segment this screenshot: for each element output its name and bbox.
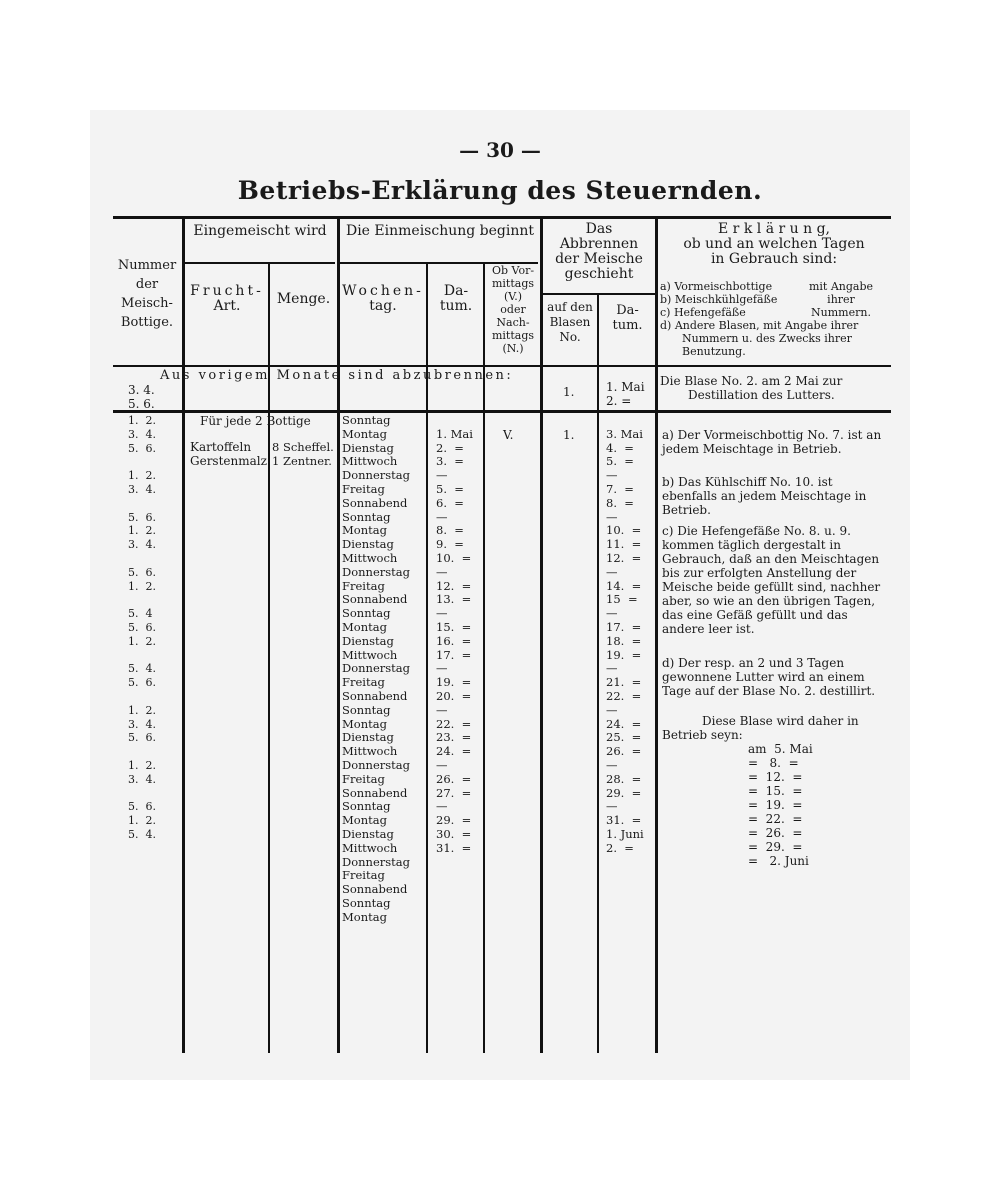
blase-betrieb-date: = 12. = xyxy=(748,770,803,784)
table-row-wochentag: Mittwoch xyxy=(342,744,398,759)
table-row-wochentag: Montag xyxy=(342,909,387,924)
abbrennen-rule xyxy=(543,293,655,295)
table-row-nummer: 1. 2. xyxy=(128,414,156,427)
table-row-abbrennen-datum: 5. = xyxy=(606,454,634,469)
table-row-nummer xyxy=(128,649,156,663)
table-row-datum: — xyxy=(436,757,448,772)
table-row-datum xyxy=(436,869,473,883)
table-row-wochentag: Sonnabend xyxy=(342,495,408,510)
vorig-daten: 1. Mai 2. = xyxy=(606,380,645,408)
table-row-nummer: 3. 4. xyxy=(128,538,156,552)
eingemeischt-rule xyxy=(185,262,335,264)
header-vormittags: Ob Vor- mittags (V.) oder Nach- mittags (N.) xyxy=(491,264,535,355)
header-erklaerung-bracket: mit Angabe ihrer Nummern. xyxy=(808,280,874,319)
table-row-wochentag: Donnerstag xyxy=(342,564,411,579)
table-row-datum xyxy=(436,883,473,897)
table-row-datum: 27. = xyxy=(436,785,472,800)
page-number: — 30 — xyxy=(459,138,541,162)
table-row-datum: 9. = xyxy=(436,537,464,552)
header-bottom-rule xyxy=(113,365,891,367)
table-row-wochentag: Mittwoch xyxy=(342,550,398,565)
table-row-abbrennen-datum: — xyxy=(606,702,618,717)
table-row-wochentag: Montag xyxy=(342,523,387,538)
table-row-datum: 2. = xyxy=(436,440,464,455)
table-row-abbrennen-datum: 22. = xyxy=(606,688,642,703)
header-einmeischung: Die Einmeischung beginnt xyxy=(345,223,535,239)
table-row-abbrennen-datum: 24. = xyxy=(606,716,642,731)
table-row-abbrennen-datum: — xyxy=(606,509,618,524)
frucht-first: Für jede 2 Bottige xyxy=(200,414,311,428)
table-row-wochentag: Mittwoch xyxy=(342,647,398,662)
table-row-abbrennen-datum xyxy=(606,883,644,897)
table-row-datum: 30. = xyxy=(436,826,472,841)
table-row-wochentag: Donnerstag xyxy=(342,757,411,772)
table-row-datum: 16. = xyxy=(436,633,472,648)
table-row-wochentag: Freitag xyxy=(342,868,385,883)
table-row-abbrennen-datum: 11. = xyxy=(606,537,642,552)
table-row-wochentag: Donnerstag xyxy=(342,468,411,483)
table-row-datum xyxy=(436,897,473,911)
column-wochentage xyxy=(342,414,410,924)
table-row-wochentag: Sonntag xyxy=(342,509,391,524)
table-row-datum: 19. = xyxy=(436,675,472,690)
header-menge: Menge. xyxy=(276,291,331,307)
table-row-wochentag: Sonntag xyxy=(342,895,391,910)
table-row-wochentag: Mittwoch xyxy=(342,454,398,469)
table-row-abbrennen-datum: — xyxy=(606,564,618,579)
vorig-blase: 1. xyxy=(563,385,575,399)
header-datum: Da- tum. xyxy=(439,283,473,314)
blase-betrieb-date: = 2. Juni xyxy=(748,854,809,868)
table-row-nummer: 1. 2. xyxy=(128,814,156,828)
table-row-nummer: 1. 2. xyxy=(128,703,156,717)
table-row-abbrennen-datum xyxy=(606,897,644,911)
table-row-nummer xyxy=(128,593,156,607)
header-blasen: auf den Blasen No. xyxy=(547,300,593,344)
table-row-wochentag: Freitag xyxy=(342,481,385,496)
table-row-datum: 17. = xyxy=(436,647,472,662)
blase-betrieb-date: = 22. = xyxy=(748,812,803,826)
header-erklaerung: E r k l ä r u n g, ob und an welchen Tagen in Gebrauch sind: xyxy=(683,221,865,267)
table-row-abbrennen-datum: — xyxy=(606,606,618,621)
table-row-datum: — xyxy=(436,702,448,717)
table-row-nummer: 1. 2. xyxy=(128,469,156,483)
table-row-datum: 8. = xyxy=(436,523,464,538)
table-row-nummer: 3. 4. xyxy=(128,717,156,731)
table-row-nummer: 5. 6. xyxy=(128,800,156,814)
table-row-datum: — xyxy=(436,468,448,483)
table-row-wochentag: Dienstag xyxy=(342,826,394,841)
table-row-abbrennen-datum: — xyxy=(606,468,618,483)
table-row-nummer: 5. 4. xyxy=(128,827,156,841)
column-frucht-arten: Kartoffeln Gerstenmalz xyxy=(190,440,267,468)
vorig-bottom-rule xyxy=(113,410,891,413)
table-row-abbrennen-datum: — xyxy=(606,757,618,772)
table-row-datum xyxy=(436,414,473,428)
blase-betrieb-date: am 5. Mai xyxy=(748,742,813,756)
table-row-wochentag: Dienstag xyxy=(342,633,394,648)
table-row-datum: 22. = xyxy=(436,716,472,731)
table-row-wochentag: Sonntag xyxy=(342,702,391,717)
table-row-datum: 31. = xyxy=(436,840,472,855)
table-row-wochentag: Freitag xyxy=(342,771,385,786)
table-row-nummer: 1. 2. xyxy=(128,758,156,772)
table-row-datum: — xyxy=(436,564,448,579)
table-row-wochentag: Sonnabend xyxy=(342,592,408,607)
table-row-datum: 23. = xyxy=(436,730,472,745)
table-row-datum: 1. Mai xyxy=(436,426,473,441)
erklaerung-d: d) Der resp. an 2 und 3 Tagen gewonnene Lutter wird an einem Tage auf der Blase No. 2. destillirt. xyxy=(662,656,876,698)
table-row-datum: 13. = xyxy=(436,592,472,607)
table-row-wochentag: Sonntag xyxy=(342,606,391,621)
table-row-abbrennen-datum: 29. = xyxy=(606,785,642,800)
table-row-wochentag: Montag xyxy=(342,813,387,828)
table-row-abbrennen-datum: 14. = xyxy=(606,578,642,593)
table-row-nummer xyxy=(128,869,156,883)
table-row-wochentag: Freitag xyxy=(342,578,385,593)
table-row-nummer: 5. 6. xyxy=(128,565,156,579)
erklaerung-d-dates xyxy=(748,742,813,868)
header-wochentag: Wochen- tag. xyxy=(342,283,424,314)
col-rule-3 xyxy=(337,218,340,1053)
table-row-wochentag: Freitag xyxy=(342,675,385,690)
table-row-nummer xyxy=(128,690,156,704)
table-row-nummer: 1. 2. xyxy=(128,579,156,593)
table-row-nummer xyxy=(128,883,156,897)
column-mengen: 8 Scheffel. 1 Zentner. xyxy=(272,440,334,468)
table-row-abbrennen-datum: 1. Juni xyxy=(606,826,644,841)
table-row-abbrennen-datum xyxy=(606,869,644,883)
header-abbrennen: Das Abbrennen der Meische geschieht xyxy=(555,221,643,282)
table-row-abbrennen-datum: 7. = xyxy=(606,481,634,496)
table-row-abbrennen-datum: 15 = xyxy=(606,592,638,607)
header-nummer: Nummer der Meisch- Bottige. xyxy=(117,258,177,330)
blase-betrieb-date: = 8. = xyxy=(748,756,799,770)
column-nummern xyxy=(128,414,156,911)
table-row-wochentag: Sonnabend xyxy=(342,882,408,897)
table-row-datum xyxy=(436,856,473,870)
table-row-nummer: 5. 6. xyxy=(128,731,156,745)
table-row-wochentag: Sonntag xyxy=(342,413,391,427)
table-row-nummer: 1. 2. xyxy=(128,524,156,538)
column-daten xyxy=(436,414,473,924)
header-erklaerung-items: a) Vormeischbottige b) Meischkühlgefäße c) Hefengefäße d) Andere Blasen, mit Angabe ihrer Nummern u. des Zwecks ihrer Benutzung. xyxy=(660,280,859,358)
table-row-datum: 24. = xyxy=(436,744,472,759)
table-row-nummer xyxy=(128,787,156,801)
blase-value: 1. xyxy=(563,428,575,442)
table-row-nummer: 3. 4. xyxy=(128,482,156,496)
vorig-erklaerung: Die Blase No. 2. am 2 Mai zur Destillation des Lutters. xyxy=(660,374,843,402)
table-row-wochentag: Dienstag xyxy=(342,440,394,455)
table-row-datum: — xyxy=(436,799,448,814)
table-row-abbrennen-datum: 18. = xyxy=(606,633,642,648)
erklaerung-c: c) Die Hefengefäße No. 8. u. 9. kommen täglich dergestalt in Gebrauch, daß an den Meischtagen bis zur erfolgten Anstellung der Meische beide gefüllt sind, nachher aber, so wie an den übrigen Tagen, das eine Gefäß gefüllt und das andere leer ist. xyxy=(662,524,881,636)
col-rule-8 xyxy=(655,218,658,1053)
table-row-abbrennen-datum: — xyxy=(606,661,618,676)
table-row-abbrennen-datum: 26. = xyxy=(606,744,642,759)
table-top-rule xyxy=(113,216,891,219)
table-row-datum: 12. = xyxy=(436,578,472,593)
table-row-nummer xyxy=(128,497,156,511)
table-row-abbrennen-datum: 2. = xyxy=(606,840,634,855)
header-eingemeischt: Eingemeischt wird xyxy=(193,223,327,239)
table-row-datum: 5. = xyxy=(436,481,464,496)
table-row-wochentag: Sonnabend xyxy=(342,688,408,703)
table-row-abbrennen-datum: 19. = xyxy=(606,647,642,662)
table-row-datum xyxy=(436,911,473,925)
table-row-wochentag: Sonntag xyxy=(342,799,391,814)
vn-value: V. xyxy=(503,428,514,442)
blase-betrieb-date: = 29. = xyxy=(748,840,803,854)
table-row-datum: 10. = xyxy=(436,550,472,565)
table-row-wochentag: Montag xyxy=(342,716,387,731)
table-row-datum: 3. = xyxy=(436,454,464,469)
table-row-abbrennen-datum xyxy=(606,911,644,925)
table-row-datum: 29. = xyxy=(436,813,472,828)
table-row-nummer: 3. 4. xyxy=(128,427,156,441)
table-row-abbrennen-datum: 25. = xyxy=(606,730,642,745)
table-row-datum: — xyxy=(436,661,448,676)
column-abbrennen-daten xyxy=(606,414,644,924)
vorig-banner: Aus vorigem Monate sind abzubrennen: xyxy=(160,368,514,383)
header-frucht: Frucht- Art. xyxy=(190,283,264,314)
table-row-nummer: 5. 6. xyxy=(128,620,156,634)
table-row-datum: — xyxy=(436,509,448,524)
blase-betrieb-date: = 19. = xyxy=(748,798,803,812)
blase-betrieb-date: = 26. = xyxy=(748,826,803,840)
table-row-nummer: 5. 6. xyxy=(128,676,156,690)
table-row-datum: 26. = xyxy=(436,771,472,786)
table-row-abbrennen-datum: — xyxy=(606,799,618,814)
table-row-abbrennen-datum: 31. = xyxy=(606,813,642,828)
table-row-nummer: 1. 2. xyxy=(128,634,156,648)
table-row-nummer: 5. 4. xyxy=(128,662,156,676)
table-row-wochentag: Sonnabend xyxy=(342,785,408,800)
blase-betrieb-date: = 15. = xyxy=(748,784,803,798)
table-row-wochentag: Dienstag xyxy=(342,537,394,552)
table-row-abbrennen-datum: 3. Mai xyxy=(606,426,643,441)
table-row-wochentag: Montag xyxy=(342,619,387,634)
table-row-nummer: 5. 6. xyxy=(128,441,156,455)
table-row-abbrennen-datum xyxy=(606,856,644,870)
page-title: Betriebs-Erklärung des Steuernden. xyxy=(237,176,763,205)
table-row-abbrennen-datum xyxy=(606,414,644,428)
table-row-nummer xyxy=(128,842,156,856)
table-row-wochentag: Donnerstag xyxy=(342,661,411,676)
table-row-wochentag: Dienstag xyxy=(342,730,394,745)
erklaerung-d2: Diese Blase wird daher in Betrieb seyn: xyxy=(662,714,859,742)
table-row-abbrennen-datum: 28. = xyxy=(606,771,642,786)
table-row-wochentag: Montag xyxy=(342,426,387,441)
table-row-abbrennen-datum: 17. = xyxy=(606,619,642,634)
table-row-wochentag: Donnerstag xyxy=(342,854,411,869)
table-row-abbrennen-datum: 12. = xyxy=(606,550,642,565)
table-row-nummer: 5. 4 xyxy=(128,607,153,621)
table-row-nummer xyxy=(128,856,156,870)
table-row-abbrennen-datum: 21. = xyxy=(606,675,642,690)
table-row-datum: — xyxy=(436,606,448,621)
table-row-wochentag: Mittwoch xyxy=(342,840,398,855)
table-row-datum: 6. = xyxy=(436,495,464,510)
table-row-nummer xyxy=(128,897,156,911)
table-row-nummer: 5. 6. xyxy=(128,510,156,524)
table-row-nummer: 3. 4. xyxy=(128,772,156,786)
table-row-nummer xyxy=(128,745,156,759)
header-datum2: Da- tum. xyxy=(612,303,643,333)
table-row-nummer xyxy=(128,552,156,566)
table-row-datum: 20. = xyxy=(436,688,472,703)
vorig-nummern: 3. 4. 5. 6. xyxy=(128,383,155,411)
table-row-abbrennen-datum: 8. = xyxy=(606,495,634,510)
table-row-abbrennen-datum: 4. = xyxy=(606,440,634,455)
erklaerung-b: b) Das Kühlschiff No. 10. ist ebenfalls an jedem Meischtage in Betrieb. xyxy=(662,475,867,517)
table-row-datum: 15. = xyxy=(436,619,472,634)
col-rule-1 xyxy=(182,218,185,1053)
col-rule-7 xyxy=(597,295,599,1053)
erklaerung-a: a) Der Vormeischbottig No. 7. ist an jedem Meischtage in Betrieb. xyxy=(662,428,882,456)
table-row-abbrennen-datum: 10. = xyxy=(606,523,642,538)
table-row-nummer xyxy=(128,455,156,469)
